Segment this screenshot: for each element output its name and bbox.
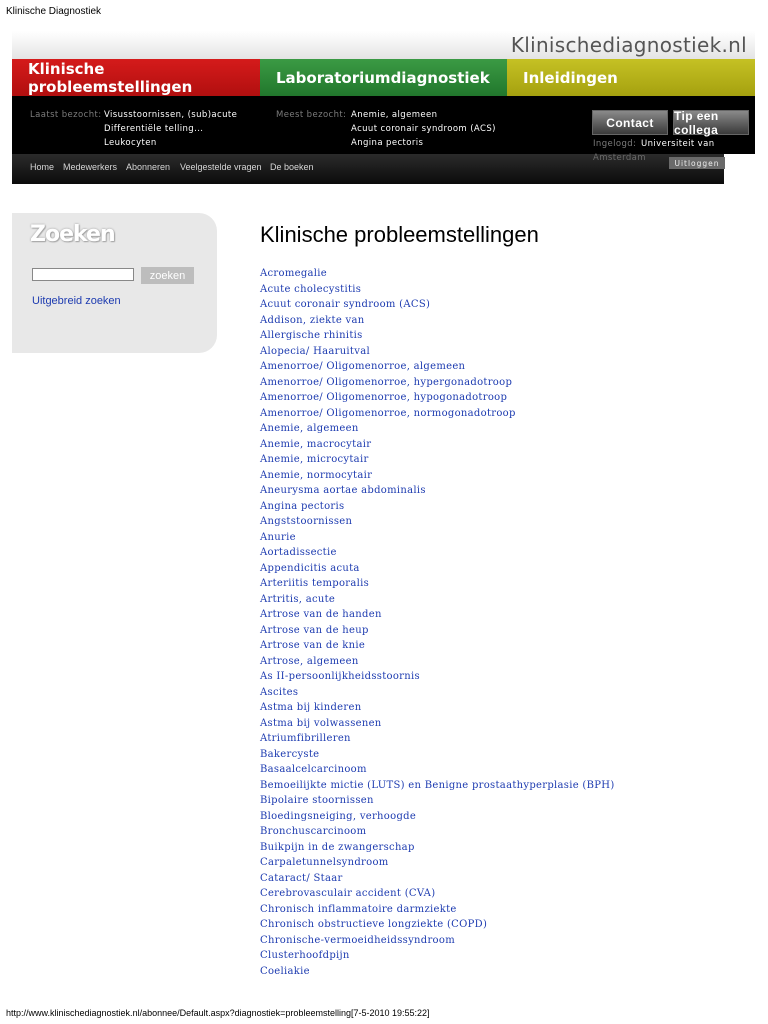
problem-link[interactable]: Aneurysma aortae abdominalis: [260, 485, 426, 496]
last-visited-item[interactable]: Differentiële telling...: [104, 124, 204, 134]
problem-link[interactable]: As II-persoonlijkheidsstoornis: [260, 671, 420, 682]
site-header: [12, 31, 755, 186]
tip-colleague-button[interactable]: Tip een collega: [673, 110, 749, 135]
problem-link[interactable]: Clusterhoofdpijn: [260, 950, 350, 961]
problem-link[interactable]: Addison, ziekte van: [260, 314, 365, 326]
advanced-search-link[interactable]: Uitgebreid zoeken: [32, 295, 121, 307]
problem-link[interactable]: Cerebrovasculair accident (CVA): [260, 888, 436, 899]
tab-inleidingen[interactable]: Inleidingen: [507, 59, 755, 96]
print-footer-url: http://www.klinischediagnostiek.nl/abonnee/Default.aspx?diagnostiek=probleemstelling[7-5-2010 19:55:22]: [6, 1008, 430, 1018]
logged-in-organisation: Universiteit van: [641, 139, 715, 149]
most-visited-item[interactable]: Angina pectoris: [351, 138, 424, 148]
page-title: Klinische probleemstellingen: [260, 222, 539, 247]
most-visited-item[interactable]: Anemie, algemeen: [351, 110, 438, 120]
nav-veelgestelde-vragen[interactable]: Veelgestelde vragen: [180, 162, 262, 172]
nav-abonneren[interactable]: Abonneren: [126, 162, 171, 172]
problem-link[interactable]: Acromegalie: [260, 268, 328, 279]
search-title: Zoeken: [30, 222, 115, 247]
problem-link[interactable]: Basaalcelcarcinoom: [260, 764, 367, 775]
problem-link[interactable]: Chronisch obstructieve longziekte (COPD): [260, 919, 488, 930]
search-button[interactable]: zoeken: [141, 267, 194, 284]
logged-in-organisation-line2: Amsterdam: [593, 153, 646, 163]
last-visited-label: Laatst bezocht:: [30, 110, 102, 120]
most-visited-label: Meest bezocht:: [276, 110, 347, 120]
problem-link[interactable]: Ascites: [260, 686, 299, 698]
tab-laboratoriumdiagnostiek[interactable]: Laboratoriumdiagnostiek: [260, 59, 507, 96]
nav-medewerkers[interactable]: Medewerkers: [63, 162, 118, 172]
brand-bar: [12, 31, 755, 59]
problem-link[interactable]: Amenorroe/ Oligomenorroe, normogonadotroop: [260, 407, 516, 419]
problem-link[interactable]: Atriumfibrilleren: [260, 733, 351, 744]
problem-link[interactable]: Artrose van de knie: [260, 640, 366, 651]
problem-link[interactable]: Bemoeilijkte mictie (LUTS) en Benigne prostaathyperplasie (BPH): [260, 779, 615, 791]
problem-link[interactable]: Appendicitis acuta: [260, 562, 360, 574]
main-tabs: [12, 59, 755, 96]
most-visited-item[interactable]: Acuut coronair syndroom (ACS): [351, 124, 496, 134]
info-bar: [12, 96, 755, 154]
problem-link[interactable]: Cataract/ Staar: [260, 872, 343, 884]
search-input[interactable]: [32, 268, 134, 281]
problem-link[interactable]: Angina pectoris: [260, 500, 345, 512]
logout-button[interactable]: Uitloggen: [669, 157, 725, 169]
problem-link[interactable]: Anemie, microcytair: [260, 454, 369, 465]
problem-link[interactable]: Anemie, macrocytair: [260, 438, 372, 450]
nav-home[interactable]: Home: [30, 162, 55, 172]
problem-link[interactable]: Buikpijn in de zwangerschap: [260, 841, 415, 853]
problem-link[interactable]: Angststoornissen: [260, 516, 353, 527]
problem-link[interactable]: Arteriitis temporalis: [260, 578, 370, 589]
problem-link[interactable]: Aortadissectie: [260, 547, 337, 558]
tab-klinische-probleemstellingen[interactable]: Klinische probleemstellingen: [12, 59, 260, 96]
problem-link[interactable]: Anurie: [260, 531, 296, 543]
problem-link[interactable]: Chronisch inflammatoire darmziekte: [260, 903, 457, 915]
site-logo[interactable]: Klinischediagnostiek.nl: [510, 33, 747, 57]
nav-de-boeken[interactable]: De boeken: [270, 162, 314, 172]
problem-link[interactable]: Astma bij volwassenen: [260, 717, 382, 729]
last-visited-item[interactable]: Visusstoornissen, (sub)acute: [104, 110, 238, 120]
problem-link[interactable]: Bronchuscarcinoom: [260, 826, 367, 837]
problem-link[interactable]: Bloedingsneiging, verhoogde: [260, 810, 417, 822]
problem-link[interactable]: Astma bij kinderen: [260, 702, 362, 713]
problem-link[interactable]: Allergische rhinitis: [260, 330, 363, 341]
problem-link[interactable]: Alopecia/ Haaruitval: [260, 345, 370, 357]
problem-link[interactable]: Bipolaire stoornissen: [260, 795, 374, 806]
problem-link[interactable]: Artrose van de heup: [260, 624, 369, 636]
main-nav: [12, 154, 724, 184]
problem-link[interactable]: Anemie, normocytair: [260, 469, 373, 481]
problem-link[interactable]: Artrose van de handen: [260, 609, 382, 620]
problem-link[interactable]: Amenorroe/ Oligomenorroe, hypogonadotroop: [260, 392, 508, 403]
contact-button[interactable]: Contact: [592, 110, 668, 135]
problem-link[interactable]: Bakercyste: [260, 748, 320, 760]
search-panel: [12, 213, 217, 353]
problem-link[interactable]: Artrose, algemeen: [260, 655, 359, 667]
problem-link[interactable]: Chronische-vermoeidheidssyndroom: [260, 934, 455, 946]
problem-link[interactable]: Anemie, algemeen: [260, 423, 359, 434]
problem-link[interactable]: Acuut coronair syndroom (ACS): [260, 299, 431, 310]
problem-link[interactable]: Carpaletunnelsyndroom: [260, 857, 389, 868]
problem-link[interactable]: Coeliakie: [260, 965, 310, 977]
problem-link[interactable]: Acute cholecystitis: [260, 283, 362, 295]
problem-list: [260, 266, 615, 979]
problem-link[interactable]: Amenorroe/ Oligomenorroe, hypergonadotroop: [260, 376, 513, 388]
problem-link[interactable]: Amenorroe/ Oligomenorroe, algemeen: [260, 361, 466, 372]
last-visited-item[interactable]: Leukocyten: [104, 138, 157, 148]
logged-in-label: Ingelogd:: [593, 139, 637, 149]
print-page-title: Klinische Diagnostiek: [6, 6, 102, 17]
problem-link[interactable]: Artritis, acute: [260, 593, 336, 605]
